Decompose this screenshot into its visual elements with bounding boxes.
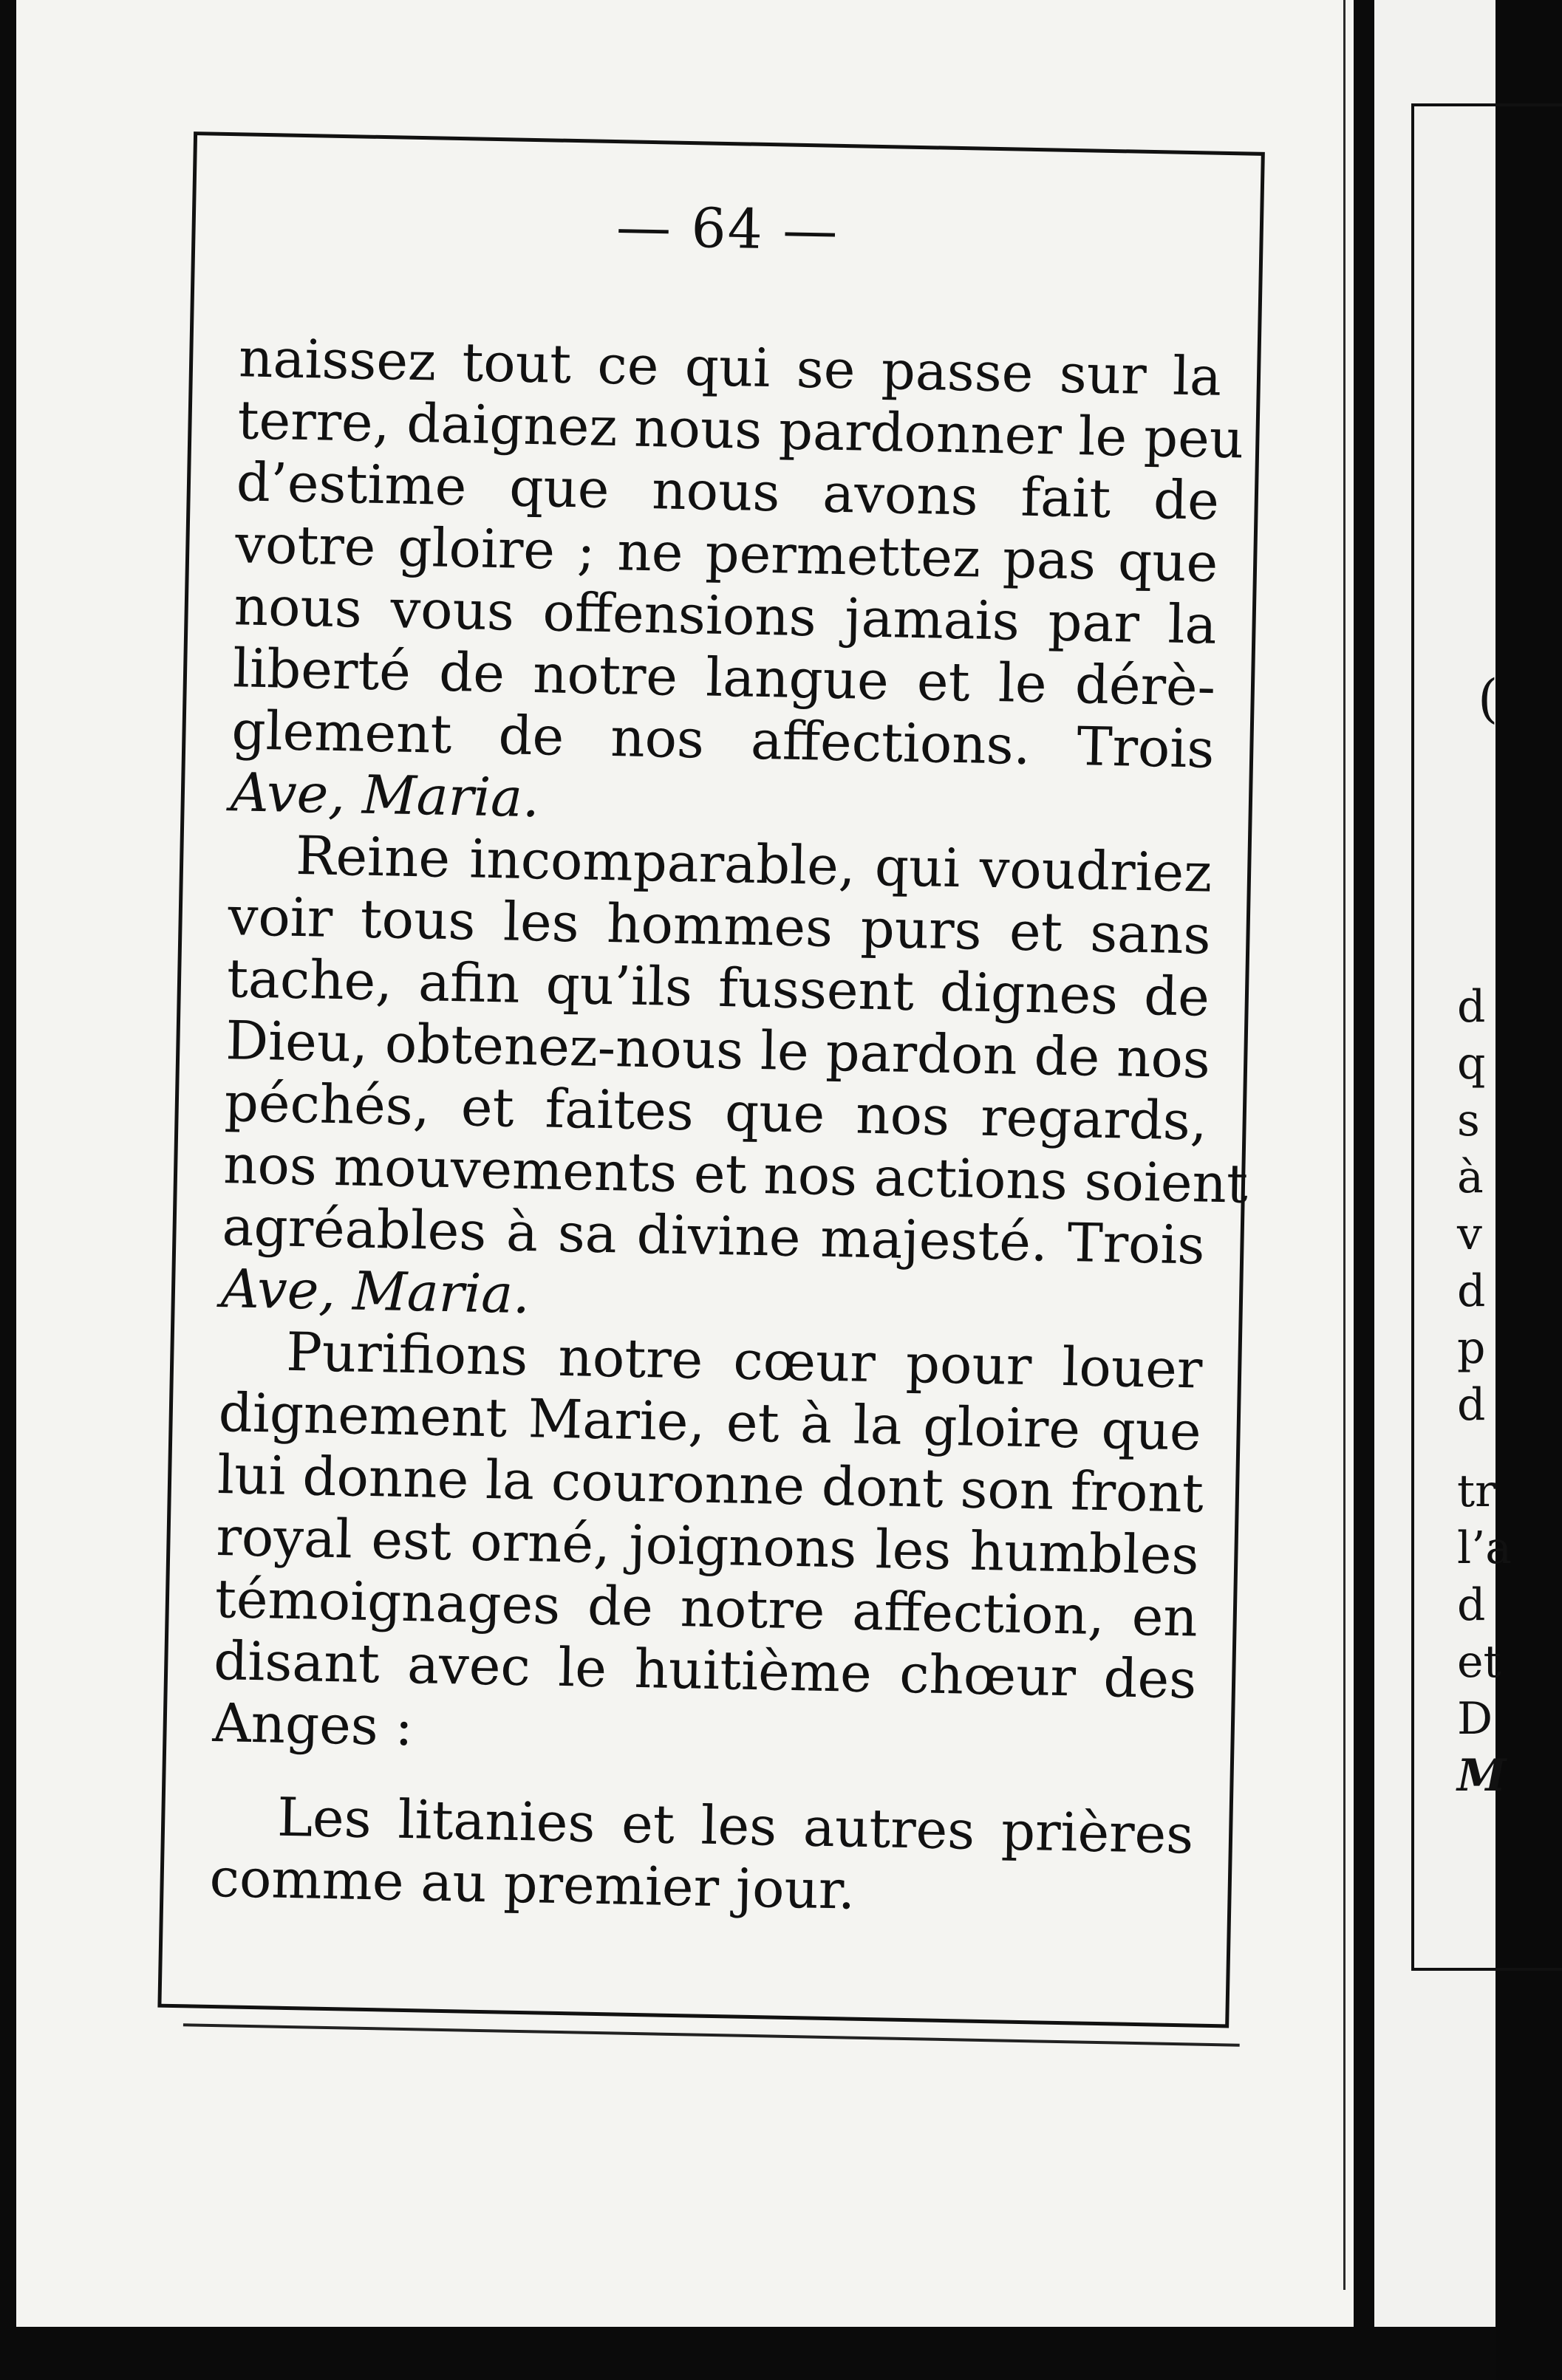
page-frame	[157, 131, 1264, 2028]
page-fold-line	[1343, 0, 1346, 2290]
adjacent-letter: v	[1457, 1208, 1482, 1260]
text-line: naissez tout ce qui se passe sur la	[238, 326, 1222, 408]
text-line: Reine incomparable, qui voudriez	[295, 824, 1213, 904]
adjacent-page-paren: (	[1478, 668, 1498, 729]
rubric-line: Les litanies et les autres prières	[276, 1785, 1194, 1866]
prayer-text	[211, 326, 1249, 1772]
adjacent-letter: M	[1457, 1750, 1507, 1802]
text-line: voir tous les hommes purs et sans	[227, 885, 1212, 966]
adjacent-letter: tr	[1457, 1466, 1496, 1517]
text-line: nos mouvements et nos actions soient	[222, 1133, 1249, 1215]
adjacent-page-letters	[1457, 979, 1512, 1805]
left-scan-edge	[0, 0, 16, 2380]
text-line: terre, daignez nous pardonner le peu	[236, 389, 1244, 471]
book-gutter	[1354, 0, 1374, 2380]
adjacent-letter: et	[1457, 1636, 1501, 1688]
text-line: Dieu, obtenez-nous le pardon de nos	[225, 1009, 1211, 1090]
text-line: Anges :	[211, 1691, 414, 1758]
text-line: d’estime que nous avons fait de	[236, 451, 1220, 532]
text-line: dignement Marie, et à la gloire que	[218, 1381, 1202, 1463]
text-line: témoignages de notre affection, en	[214, 1567, 1198, 1649]
rubric-note	[209, 1783, 1194, 1926]
adjacent-page-fragment	[1374, 0, 1512, 2380]
adjacent-letter: p	[1457, 1322, 1486, 1374]
ave-maria-italic: Ave, Maria.	[220, 1257, 531, 1326]
rubric-line: comme au premier jour.	[208, 1846, 856, 1921]
text-line: agréables à sa divine majesté. Trois	[221, 1195, 1206, 1276]
adjacent-letter: q	[1457, 1038, 1486, 1090]
adjacent-letter: d	[1457, 1265, 1486, 1317]
adjacent-letter: d	[1457, 981, 1486, 1033]
adjacent-letter: d	[1457, 1379, 1486, 1431]
text-line: glement de nos affections. Trois	[231, 699, 1215, 780]
page-number: — 64 —	[615, 195, 840, 263]
text-line: disant avec le huitième chœur des	[213, 1629, 1197, 1711]
ave-maria-italic: Ave, Maria.	[230, 761, 540, 830]
adjacent-letter: à	[1457, 1152, 1484, 1203]
adjacent-letter: l’a	[1457, 1522, 1512, 1574]
text-line: liberté de notre langue et le dérè-	[232, 637, 1216, 718]
text-line: royal est orné, joignons les humbles	[215, 1505, 1200, 1587]
text-line: nous vous offensions jamais par la	[233, 575, 1218, 656]
text-line: votre gloire ; ne permettez pas que	[234, 513, 1218, 594]
text-line: lui donne la couronne dont son front	[216, 1443, 1204, 1525]
adjacent-letter: D	[1457, 1693, 1493, 1745]
adjacent-letter: d	[1457, 1579, 1486, 1631]
adjacent-letter: s	[1457, 1095, 1480, 1146]
text-line: péchés, et faites que nos regards,	[224, 1071, 1208, 1152]
bottom-scan-edge	[0, 2327, 1496, 2380]
text-line: Purifions notre cœur pour louer	[285, 1320, 1204, 1401]
text-line: tache, afin qu’ils fussent dignes de	[226, 947, 1210, 1028]
